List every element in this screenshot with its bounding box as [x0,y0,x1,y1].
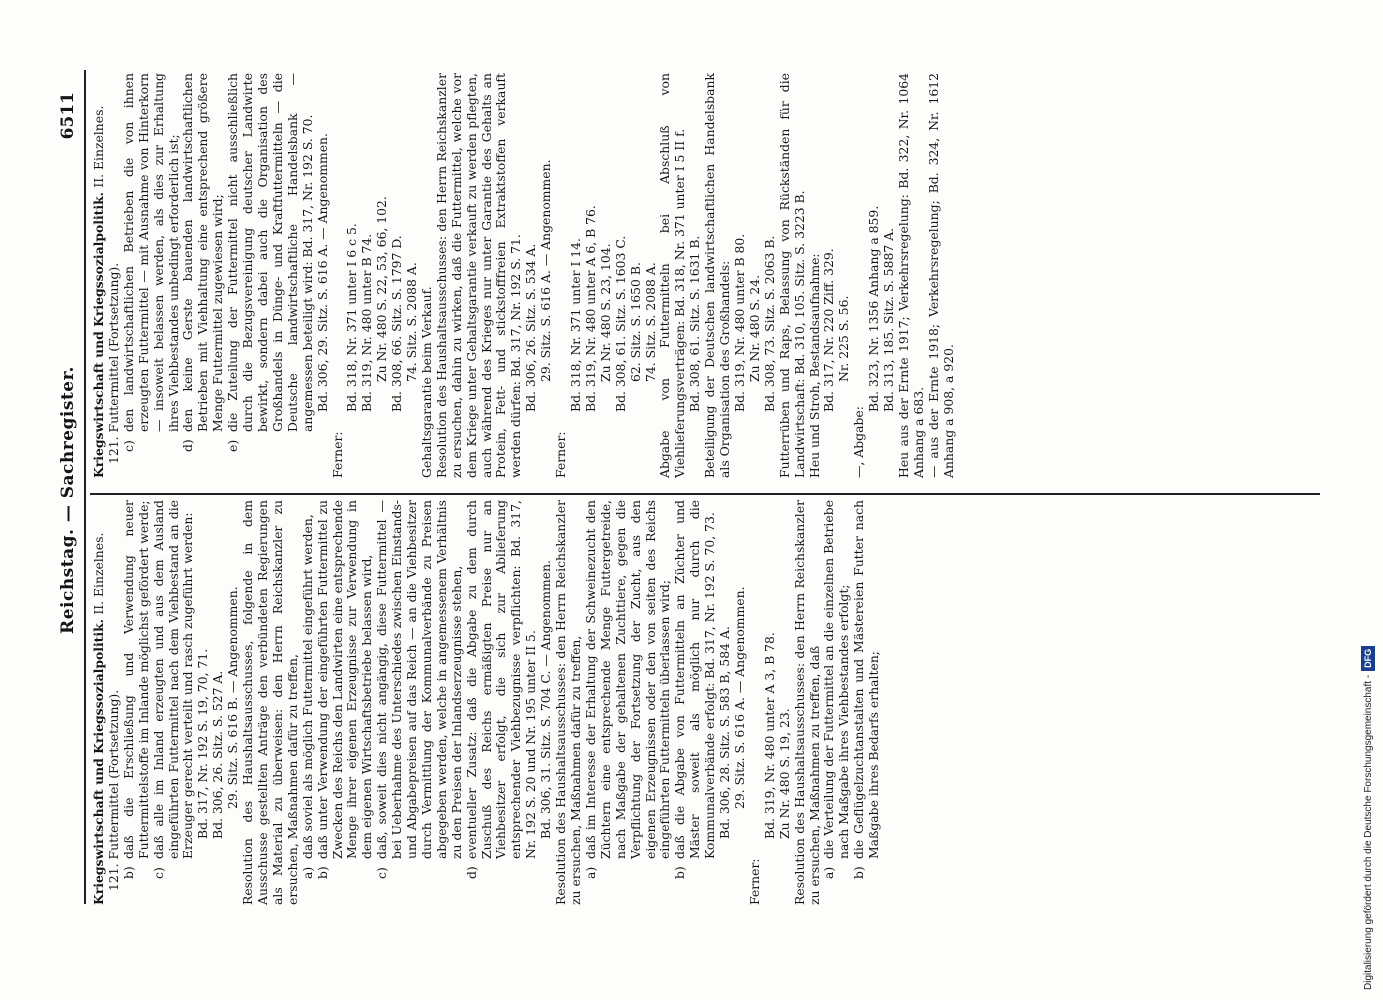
subsection-heading: 121. Futtermittel (Fortsetzung). [105,262,121,464]
reference: Bd. 319, Nr. 480 unter B 80. [731,233,747,412]
ferner-label: Ferner: [553,431,569,478]
reference: Bd. 319, Nr. 480 unter B 74. [359,233,375,412]
dfg-logo: DFG [1361,646,1375,671]
reference: 74. Sitz. S. 2088 A. [404,262,420,382]
digitization-text: Digitalisierung gefördert durch die Deutsche Forschungsgemeinschaft - [1363,674,1374,990]
list-item: c)daß, soweit dies nicht angängig, diese Futtermittel — bei Ueberhahme des Unterschiedes zwischen Einstands- und Abgabepreisen auf das Reich — an die Viehbesitzer durch Vermittlung der Kommunalverbände zu Preisen abgegeben werden, welche in angemessenem Verhältnis zu den Preisen der Inlandserzeugnisse stehen, [374,500,464,879]
reference: Bd. 317, Nr. 220 Ziff. 329. [821,248,837,412]
page-number: 6511 [58,92,78,140]
ferner-label: Ferner: [746,858,762,905]
subsection-heading: 121. Futtermittel (Fortsetzung). [105,689,121,891]
list-item: b)daß die Abgabe von Futtermitteln an Züchter und Mäster soweit als möglich nur durch die Kommunalverbände erfolgt: Bd. 317, Nr. 192 S. 70, 73. [672,500,718,879]
reference: Zu Nr. 480 S. 23, 104. [597,243,613,382]
reference: 29. Sitz. S. 616 A. — Angenommen. [538,159,554,382]
running-header: Reichstag. — Sachregister. [58,366,78,634]
list-item: a)daß soviel als möglich Futtermittel eingeführt werden, [299,514,315,879]
reference: Bd. 313, 185. Sitz. S. 5887 A. [881,227,897,412]
list-item: d)den keine Gerste bauenden landwirtschaftlichen Betrieben mit Viehhaltung eine entsprechend größere Menge Futtermittel zugewiesen wird; [180,73,226,452]
reference: Bd. 306, 29. Sitz. S. 616 A. — Angenommen. [314,133,330,412]
left-column [92,500,882,905]
list-item: a)daß im Interesse der Erhaltung der Schweinezucht den Züchtern eine entsprechende Menge Futtergetreide, nach Maßgabe der gehaltenen Zuchttiere, gegen die Verpflichtung der Fortsetzung der Zucht, aus den eigenen Erzeugnissen oder den von seiten des Reichs eingeführten Futtermitteln überlassen wird; [582,500,673,879]
reference: Bd. 318, Nr. 371 unter I 6 c 5. [344,223,360,412]
reference: Bd. 308, 61. Sitz. S. 1631 B. [687,235,703,412]
column-divider [90,494,1320,496]
resolution-text: Resolution des Haushaltsausschusses: den Herrn Reichskanzler zu ersuchen, Maßnahmen dafür zu treffen, [553,500,583,905]
resolution-text: Resolution des Haushaltsausschusses, folgende in dem Ausschusse gestellten Anträge den verbündeten Regierungen als Material zu überweisen: den Herrn Reichskanzler zu ersuchen, Maßnahmen dafür zu treffen, [240,500,300,905]
digitization-note [1360,10,1378,990]
reference: Bd. 306, 31. Sitz. S. 704 C. — Angenommen. [538,559,554,839]
subject-entry: Gehaltsgarantie beim Verkauf. [418,286,434,478]
list-item: c)den landwirtschaftlichen Betrieben die von ihnen erzeugten Futtermittel — mit Ausnahme von Hinterkorn — insoweit belassen werden, als dies zur Erhaltung ihres Viehbestandes unbedingt erforderlich ist; [120,73,181,452]
reference: 29. Sitz. S. 616 A. — Angenommen. [731,586,747,809]
reference: Zu Nr. 480 S. 24. [746,274,762,382]
header-rule [84,70,86,904]
resolution-text: Resolution des Haushaltsausschusses: den Herrn Reichskanzler zu ersuchen, dahin zu wirken, daß die Futtermittel, welche vor dem Kriege unter Gehaltsgarantie verkauft zu werden pflegten, auch während des Krieges nur unter Garantie des Gehalts an Protein, Fett- und stickstofffreien Extraktstoffen verkauft werden dürfen: Bd. 317, Nr. 192 S. 71. [433,73,524,478]
subject-entry: Heu aus der Ernte 1917; Verkehrsregelung: Bd. 322, Nr. 1064 Anhang a 683. [895,73,926,478]
list-item: d)eventueller Zusatz: daß die Abgabe zu dem durch Zuschuß des Reichs ermäßigten Preise nur an Viehbesitzer erfolgt, die sich zur Ablieferung entsprechender Viehbezugnisse verpflichten: Bd. 317, Nr. 192 S. 20 und Nr. 195 unter II 5. [463,500,539,879]
reference: Bd. 308, 66. Sitz. S. 1797 D. [389,235,405,412]
reference: Bd. 319, Nr. 480 unter A 6, B 76. [582,205,598,412]
reference: Bd. 317, Nr. 192 S. 19, 70, 71. [195,648,211,839]
reference: Bd. 306, 26. Sitz. S. 527 A. [210,670,226,839]
subject-entry: Beteiligung der Deutschen landwirtschaftlichen Handelsbank als Organisation des Großhandels: [702,73,733,478]
reference: Bd. 308, 61. Sitz. S. 1603 C. [612,235,628,412]
section-heading: Kriegswirtschaft und Kriegssozialpolitik. II. Einzelnes. [91,105,106,478]
subject-entry: —, Abgabe: [851,406,867,478]
subject-entry: Heu und Stroh, Bestandsaufnahme: [806,253,822,478]
reference: Nr. 225 S. 56. [836,295,852,382]
resolution-text: Resolution des Haushaltsausschusses: den Herrn Reichskanzler zu ersuchen, Maßnahmen zu treffen, daß [791,500,822,905]
reference: Zu Nr. 480 S. 19, 23. [776,708,792,839]
right-column [92,73,957,478]
reference: 62. Sitz. S. 1650 B. [627,262,643,382]
list-item: e)die Zuteilung der Futtermittel nicht ausschließlich durch die Bezugsvereinigung deutscher Landwirte bewirkt, sondern dabei auch die Organisation des Großhandels in Dünge- und Kraftfuttermitteln — die Deutsche landwirtschaftliche Handelsbank — angemessen beteiligt wird: Bd. 317, Nr. 192 S. 70. [225,73,315,452]
reference: Bd. 323, Nr. 1356 Anhang a 859. [866,205,882,412]
list-item: c)daß alle im Inland erzeugten und aus dem Ausland eingeführten Futtermittel nach dem Viehbestand an die Erzeuger gerecht verteilt und rasch zugeführt werden: [150,500,196,879]
reference: Bd. 306, 28. Sitz. S. 583 B, 584 A. [717,626,733,839]
reference: 74. Sitz. S. 2088 A. [642,262,658,382]
list-item: a)die Verteilung der Futtermittel an die einzelnen Betriebe nach Maßgabe ihres Viehbestandes erfolgt; [821,500,852,879]
reference: Bd. 308, 73. Sitz. S. 2063 B. [761,235,777,412]
reference: 29. Sitz. S. 616 B. — Angenommen. [225,586,241,809]
subject-entry: Futterrüben und Raps, Belassung von Rückständen für die Landwirtschaft: Bd. 310, 105. Sitz. S. 3223 B. [776,73,807,478]
subject-entry: — aus der Ernte 1918; Verkehrsregelung; Bd. 324, Nr. 1612 Anhang a 908, a 920. [925,73,956,478]
list-item: b)daß die Erschließung und Verwendung neuer Futtermittelstoffe im Inlande möglichst gefördert werde; [120,500,151,879]
section-heading: Kriegswirtschaft und Kriegssozialpolitik. II. Einzelnes. [91,532,106,905]
reference: Bd. 306, 26. Sitz. S. 534 A. [523,243,539,412]
reference: Zu Nr. 480 S. 22, 53, 66, 102. [374,196,390,382]
list-item: b)die Geflügelzuchtanstalten und Mästereien Futter nach Maßgabe ihres Bedarfs erhalten; [851,500,882,879]
subject-entry: Abgabe von Futtermitteln bei Abschluß von Viehlieferungsverträgen: Bd. 318, Nr. 371 unter I 5 II f. [657,73,688,478]
reference: Bd. 319, Nr. 480 unter A 3, B 78. [761,632,777,839]
reference: Bd. 318, Nr. 371 unter I 14. [568,238,583,412]
list-item: b)daß unter Verwendung der eingeführten Futtermittel zu Zwecken des Reichs den Landwirten eine entsprechende Menge ihrer eigenen Erzeugnisse zur Verwendung in dem eigenen Wirtschaftsbetriebe belassen wird, [314,500,375,879]
ferner-label: Ferner: [329,431,345,478]
